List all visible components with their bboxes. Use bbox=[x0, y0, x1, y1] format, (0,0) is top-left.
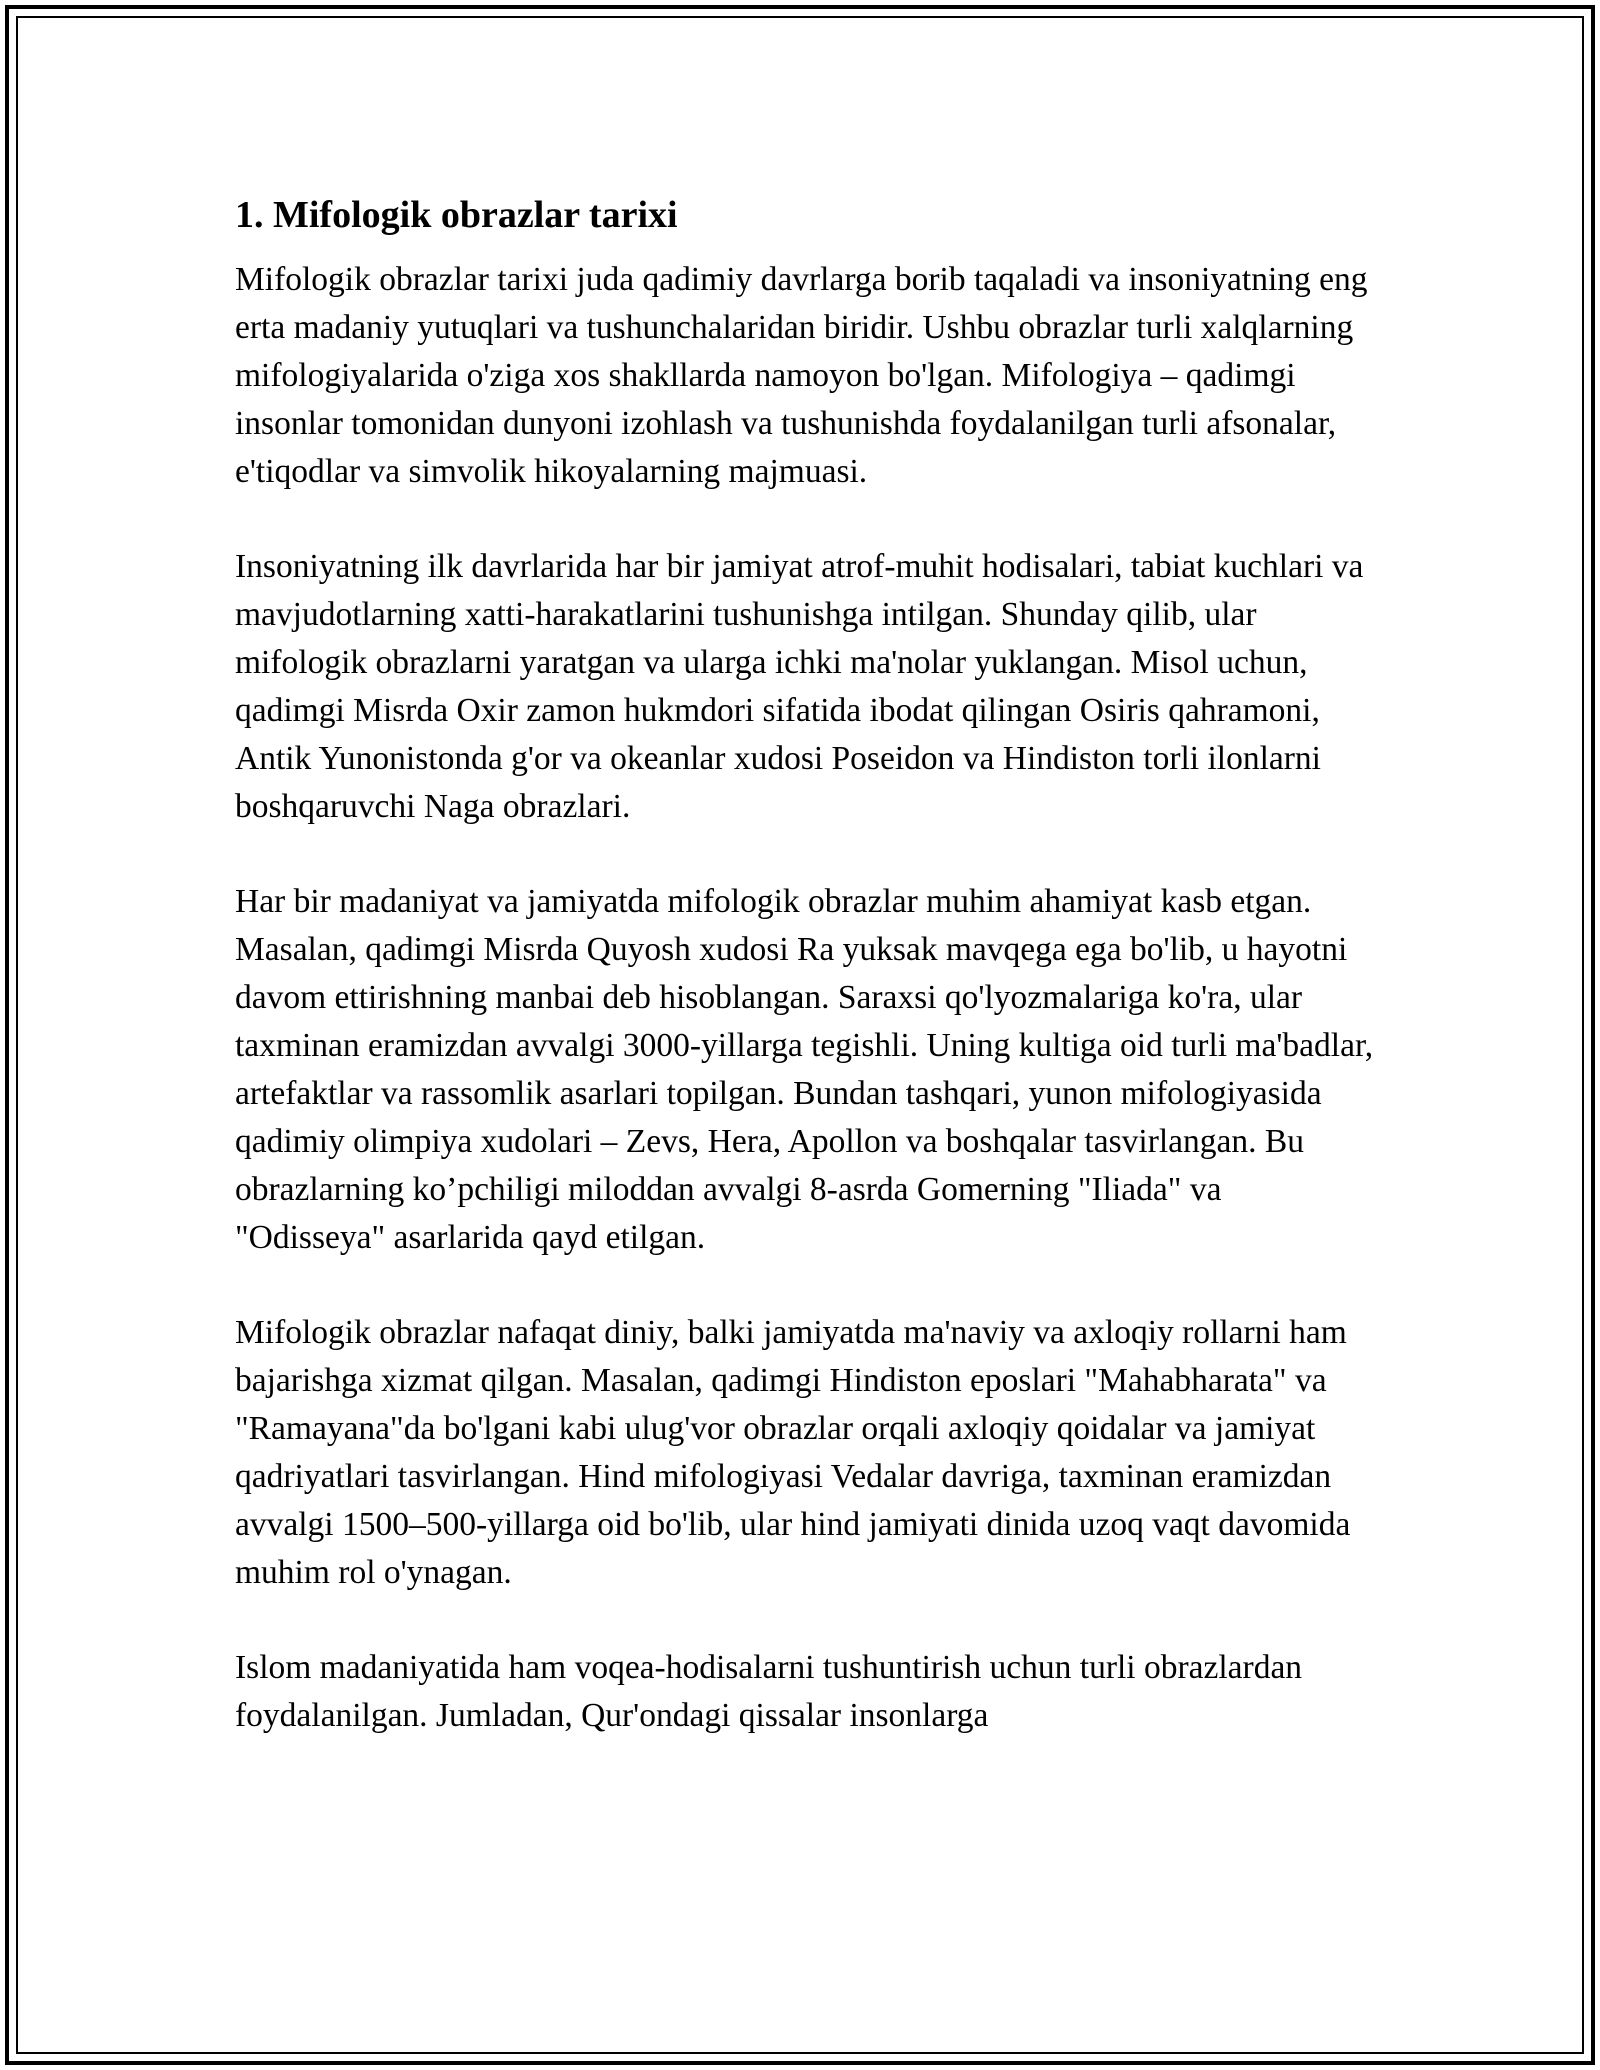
paragraph-3: Har bir madaniyat va jamiyatda mifologik obrazlar muhim ahamiyat kasb etgan. Masalan, qadimgi Misrda Quyosh xudosi Ra yuksak mavqega ega bo'lib, u hayotni davom ettirishning manbai deb hisoblangan. Saraxsi qo'lyozmalariga ko'ra, ular taxminan eramizdan avvalgi 3000-yillarga tegishli. Uning kultiga oid turli ma'badlar, artefaktlar va rassomlik asarlari topilgan. Bundan tashqari, yunon mifologiyasida qadimiy olimpiya xudolari – Zevs, Hera, Apollon va boshqalar tasvirlangan. Bu obrazlarning ko’pchiligi miloddan avvalgi 8-asrda Gomerning "Iliada" va "Odisseya" asarlarida qayd etilgan. bbox=[235, 883, 1374, 1256]
paragraph-2: Insoniyatning ilk davrlarida har bir jamiyat atrof-muhit hodisalari, tabiat kuchlari va mavjudotlarning xatti-harakatlarini tushunishga intilgan. Shunday qilib, ular mifologik obrazlarni yaratgan va ularga ichki ma'nolar yuklangan. Misol uchun, qadimgi Misrda Oxir zamon hukmdori sifatida ibodat qilingan Osiris qahramoni, Antik Yunonistonda g'or va okeanlar xudosi Poseidon va Hindiston torli ilonlarni boshqaruvchi Naga obrazlari. bbox=[235, 548, 1364, 825]
section-title: 1. Mifologik obrazlar tarixi bbox=[235, 194, 678, 236]
paragraph-4: Mifologik obrazlar nafaqat diniy, balki jamiyatda ma'naviy va axloqiy rollarni ham bajarishga xizmat qilgan. Masalan, qadimgi Hindiston eposlari "Mahabharata" va "Ramayana"da bo'lgani kabi ulug'vor obrazlar orqali axloqiy qoidalar va jamiyat qadriyatlari tasvirlangan. Hind mifologiyasi Vedalar davriga, taxminan eramizdan avvalgi 1500–500-yillarga oid bo'lib, ular hind jamiyati dinida uzoq vaqt davomida muhim rol o'ynagan. bbox=[235, 1314, 1351, 1591]
paragraph-1: Mifologik obrazlar tarixi juda qadimiy davrlarga borib taqaladi va insoniyatning eng erta madaniy yutuqlari va tushunchalaridan biridir. Ushbu obrazlar turli xalqlarning mifologiyalarida o'ziga xos shakllarda namoyon bo'lgan. Mifologiya – qadimgi insonlar tomonidan dunyoni izohlash va tushunishda foydalanilgan turli afsonalar, e'tiqodlar va simvolik hikoyalarning majmuasi. bbox=[235, 261, 1368, 490]
document-body bbox=[235, 186, 1375, 1787]
paragraph-5: Islom madaniyatida ham voqea-hodisalarni tushuntirish uchun turli obrazlardan foydalanilgan. Jumladan, Qur'ondagi qissalar insonlarga bbox=[235, 1649, 1303, 1734]
